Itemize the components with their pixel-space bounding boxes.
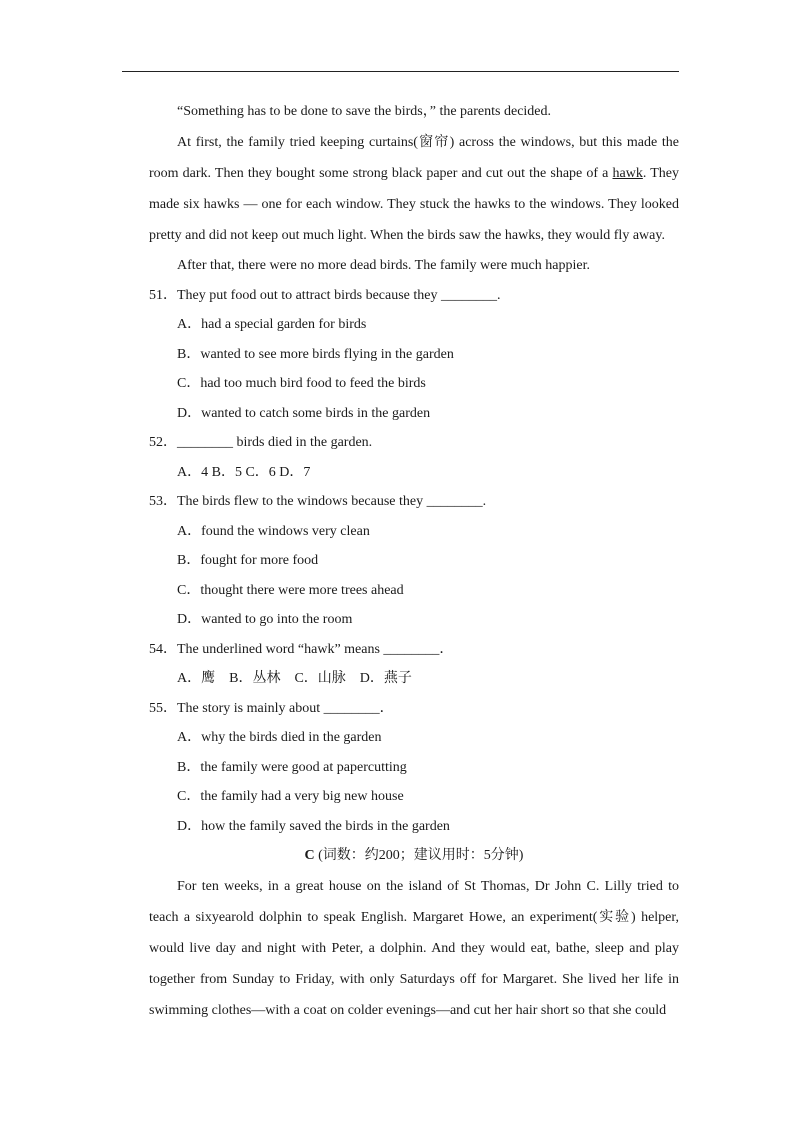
question-option: D．wanted to go into the room <box>177 612 353 627</box>
question-option: B．fought for more food <box>177 553 319 568</box>
question-option: B．wanted to see more birds flying in the garden <box>177 346 454 362</box>
passage-paragraph-2-after: . They made six hawks — one for each window. They stuck the hawks to the windows. They looked pretty and did not keep out much light. When the birds saw the hawks, they would fly away. <box>149 166 679 243</box>
passage-paragraph-1: “Something has to be done to save the birds，” the parents decided. <box>177 104 552 119</box>
question-stem: 55．The story is mainly about ________． <box>149 700 394 716</box>
section-c-info: (词数：约200；建议用时：5分钟) <box>314 848 524 863</box>
passage-paragraph-2 <box>149 127 679 251</box>
question-list <box>149 281 679 842</box>
question-option: C．had too much bird food to feed the birds <box>177 376 426 391</box>
question-option: C．the family had a very big new house <box>177 789 404 804</box>
header-rule <box>122 71 679 72</box>
question-option: A．鹰 B．丛林 C．山脉 D．燕子 <box>177 671 412 686</box>
passage-paragraph-2-before: At first, the family tried keeping curtains(窗帘) across the windows, but this made the room dark. Then they bought some strong black paper and cut out the shape of a <box>149 135 679 181</box>
question-option: A．had a special garden for birds <box>177 317 367 332</box>
section-c-heading <box>149 841 679 871</box>
question-option: B．the family were good at papercutting <box>177 759 407 775</box>
question-option: A．4 B．5 C．6 D．7 <box>177 464 311 480</box>
section-c-paragraph: For ten weeks, in a great house on the island of St Thomas, Dr John C. Lilly tried to teach a sixyearold dolphin to speak English. Margaret Howe, an experiment(实验) helper, would live day and night with Peter, a dolphin. And they would eat, bathe, sleep and play together from Sunday to Friday, with only Saturdays off for Margaret. She lived her life in swimming clothes—with a coat on colder evenings—and cut her hair short so that she could <box>149 878 679 1018</box>
question-stem: 53．The birds flew to the windows because they ________. <box>149 494 487 509</box>
question-option: A．found the windows very clean <box>177 523 370 539</box>
question-stem: 52．________ birds died in the garden. <box>149 435 373 450</box>
question-stem: 54．The underlined word “hawk” means ________． <box>149 641 454 657</box>
underlined-word-hawk: hawk <box>612 166 643 181</box>
page-content <box>149 96 679 1026</box>
section-c-letter: C <box>304 848 315 863</box>
question-option: A．why the birds died in the garden <box>177 730 382 745</box>
question-stem: 51．They put food out to attract birds because they ________. <box>149 287 501 303</box>
passage-paragraph-3: After that, there were no more dead birds. The family were much happier. <box>177 258 590 273</box>
question-option: C．thought there were more trees ahead <box>177 582 404 598</box>
question-option: D．wanted to catch some birds in the garden <box>177 405 431 421</box>
question-option: D．how the family saved the birds in the garden <box>177 818 450 834</box>
